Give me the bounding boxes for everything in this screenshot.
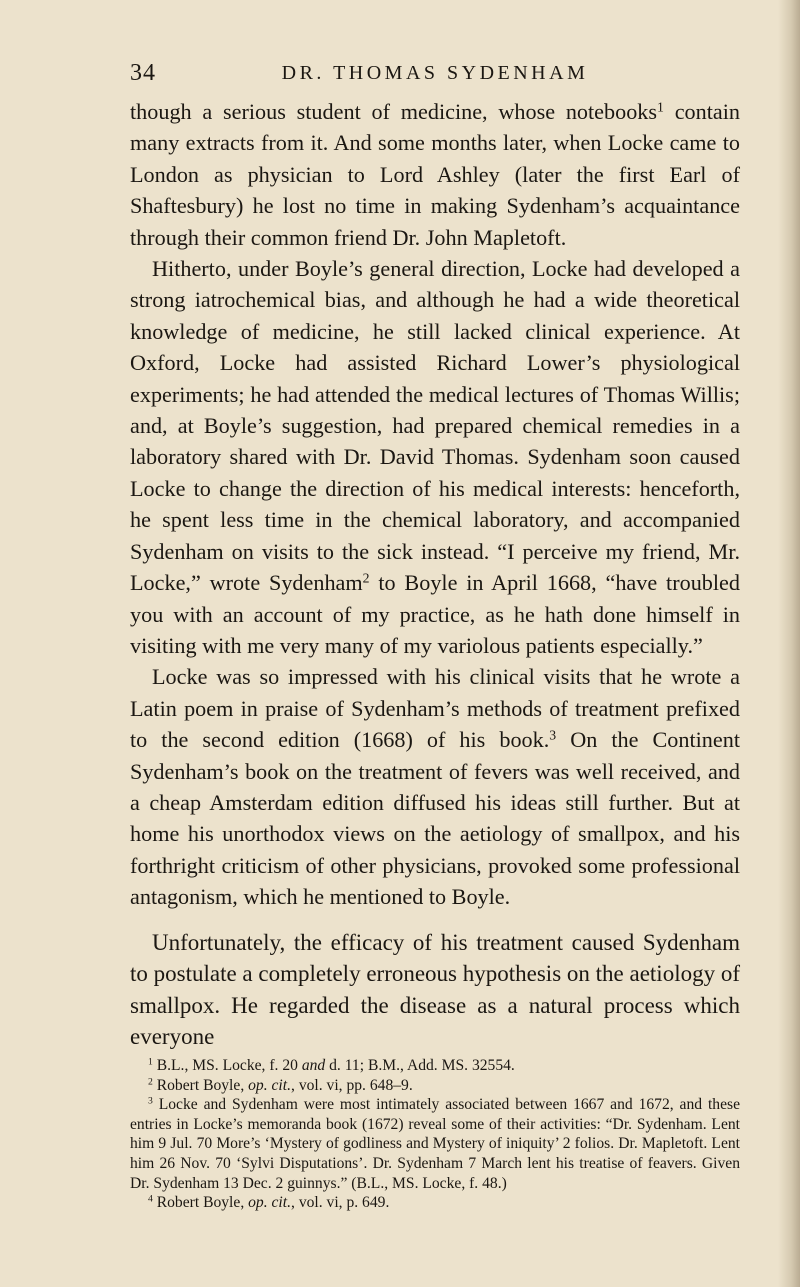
footnotes <box>130 1056 740 1213</box>
footnote-3-number: 3 <box>148 1095 153 1107</box>
footnote-4-text-b: , vol. vi, p. 649. <box>291 1194 390 1212</box>
footnote-2 <box>130 1076 740 1096</box>
footnote-2-text-a: Robert Boyle, <box>152 1076 249 1094</box>
footnote-2-text-b: , vol. vi, pp. 648–9. <box>291 1076 413 1094</box>
running-head: DR. THOMAS SYDENHAM <box>281 62 589 84</box>
paragraph-2-text-a: Hitherto, under Boyle’s general direction, Locke had developed a strong iatrochemical bias, and although he had a wide theoretical knowledge of medicine, he still lacked clinical experience. At Oxford, Locke had assisted Richard Lower’s physiological experiments; he had attended the medical lectures of Thomas Willis; and, at Boyle’s suggestion, had prepared chemical remedies in a laboratory shared with Dr. David Thomas. Sydenham soon caused Locke to change the direction of his medical interests: henceforth, he spent less time in the chemical laboratory, and accompanied Sydenham on visits to the sick instead. “I perceive my friend, Mr. Locke,” wrote Sydenham <box>130 256 740 596</box>
footnote-1-text-b: d. 11; B.M., Add. MS. 32554. <box>325 1056 515 1074</box>
paragraph-1-text-b: contain many extracts from it. And some months later, when Locke came to London as physician to Lord Ashley (later the first Earl of Shaftesbury) he lost no time in making Sydenham’s acquaintance through their common friend Dr. John Mapletoft. <box>130 99 740 250</box>
footnote-1-number: 1 <box>148 1056 153 1068</box>
footnote-3 <box>130 1095 740 1193</box>
footnote-1-text-a: B.L., MS. Locke, f. 20 <box>152 1056 302 1074</box>
footnote-3-text: Locke and Sydenham were most intimately associated between 1667 and 1672, and these entries in Locke’s memoranda book (1672) reveal some of their activities: “Dr. Sydenham. Lent him 9 Jul. 70 More’s ‘Mystery of godliness and Mystery of iniquity’ 2 folios. Dr. Mapletoft. Lent him 26 Nov. 70 ‘Sylvi Disputations’. Dr. Sydenham 7 March lent his treatise of feavers. Given Dr. Sydenham 13 Dec. 2 guinnys.” (B.L., MS. Locke, f. 48.) <box>130 1096 740 1192</box>
footnote-ref-2: 2 <box>362 570 370 586</box>
paragraph-3 <box>130 661 740 912</box>
paragraph-1 <box>130 96 740 253</box>
paragraph-2-text-b: to Boyle in April 1668, “have troubled you with an account of my practice, as he hath done himself in visiting with me very many of my variolous patients especially.” <box>130 570 740 658</box>
footnote-ref-1: 1 <box>657 99 664 115</box>
page-header <box>130 60 740 90</box>
footnote-1-italic: and <box>301 1056 326 1074</box>
footnote-ref-3: 3 <box>549 727 557 743</box>
paragraph-3-text-a: Locke was so impressed with his clinical visits that he wrote a Latin poem in praise of Sydenham’s methods of treatment prefixed to the second edition (1668) of his book. <box>130 664 740 753</box>
footnote-4-number: 4 <box>148 1193 153 1205</box>
footnote-1 <box>130 1056 740 1076</box>
main-text <box>130 96 740 1213</box>
paragraph-1-text-a: though a serious student of medicine, whose notebooks <box>130 99 658 124</box>
footnote-4-italic: op. cit. <box>248 1194 292 1212</box>
paragraph-3-text-b: On the Continent Sydenham’s book on the treatment of fevers was well received, and a cheap Amsterdam edition diffused his ideas still further. But at home his unorthodox views on the aetiology of smallpox, and his forthright criticism of other physicians, provoked some professional antagonism, which he mentioned to Boyle. <box>130 727 740 910</box>
footnote-4-text-a: Robert Boyle, <box>152 1194 249 1212</box>
page-number: 34 <box>130 60 156 86</box>
footnote-2-italic: op. cit. <box>248 1076 292 1094</box>
paragraph-4: Unfortunately, the efficacy of his treatment caused Sydenham to postulate a completely erroneous hypothesis on the aetiology of smallpox. He regarded the disease as a natural process which everyone <box>130 929 740 1050</box>
footnote-2-number: 2 <box>148 1076 153 1088</box>
footnote-4 <box>130 1193 740 1213</box>
paragraph-2 <box>130 253 740 661</box>
page-edge-shadow <box>778 0 800 1287</box>
